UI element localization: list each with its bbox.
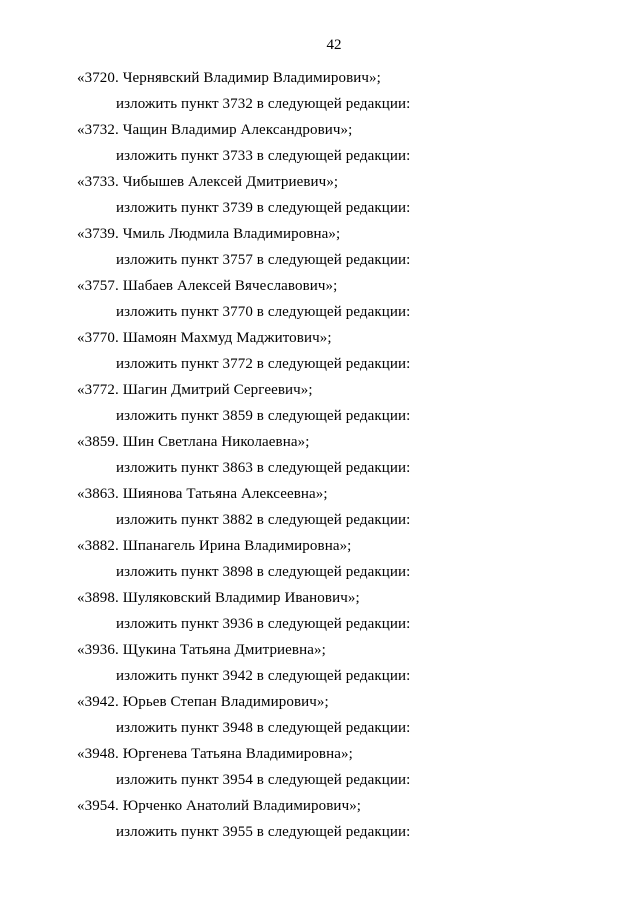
entry-instruction: изложить пункт 3898 в следующей редакции: <box>116 564 411 580</box>
entry-instruction: изложить пункт 3863 в следующей редакции: <box>116 460 411 476</box>
entry-instruction: изложить пункт 3859 в следующей редакции: <box>116 408 411 424</box>
entry-instruction: изложить пункт 3739 в следующей редакции: <box>116 200 411 216</box>
entry-name: «3770. Шамоян Махмуд Маджитович»; <box>77 330 332 346</box>
entry-instruction: изложить пункт 3770 в следующей редакции: <box>116 304 411 320</box>
entry-instruction: изложить пункт 3757 в следующей редакции: <box>116 252 411 268</box>
entry-name: «3733. Чибышев Алексей Дмитриевич»; <box>77 174 339 190</box>
entry-name: «3772. Шагин Дмитрий Сергеевич»; <box>77 382 313 398</box>
entry-name: «3898. Шуляковский Владимир Иванович»; <box>77 590 360 606</box>
entry-name: «3948. Юргенева Татьяна Владимировна»; <box>77 746 353 762</box>
entry-instruction: изложить пункт 3936 в следующей редакции: <box>116 616 411 632</box>
entry-instruction: изложить пункт 3882 в следующей редакции: <box>116 512 411 528</box>
entry-name: «3882. Шпанагель Ирина Владимировна»; <box>77 538 352 554</box>
entry-instruction: изложить пункт 3948 в следующей редакции: <box>116 720 411 736</box>
entry-instruction: изложить пункт 3954 в следующей редакции: <box>116 772 411 788</box>
entry-name: «3936. Щукина Татьяна Дмитриевна»; <box>77 642 326 658</box>
entry-name: «3757. Шабаев Алексей Вячеславович»; <box>77 278 338 294</box>
entry-name: «3954. Юрченко Анатолий Владимирович»; <box>77 798 362 814</box>
page-number: 42 <box>326 37 342 53</box>
entry-name: «3863. Шиянова Татьяна Алексеевна»; <box>77 486 328 502</box>
entry-name: «3739. Чмиль Людмила Владимировна»; <box>77 226 341 242</box>
entry-name: «3732. Чащин Владимир Александрович»; <box>77 122 353 138</box>
entry-name: «3859. Шин Светлана Николаевна»; <box>77 434 310 450</box>
entry-instruction: изложить пункт 3955 в следующей редакции: <box>116 824 411 840</box>
entry-instruction: изложить пункт 3772 в следующей редакции: <box>116 356 411 372</box>
entry-instruction: изложить пункт 3733 в следующей редакции: <box>116 148 411 164</box>
entry-name: «3720. Чернявский Владимир Владимирович»; <box>77 70 381 86</box>
entry-instruction: изложить пункт 3942 в следующей редакции: <box>116 668 411 684</box>
entry-instruction: изложить пункт 3732 в следующей редакции: <box>116 96 411 112</box>
entries-list <box>0 69 640 849</box>
entry-name: «3942. Юрьев Степан Владимирович»; <box>77 694 329 710</box>
